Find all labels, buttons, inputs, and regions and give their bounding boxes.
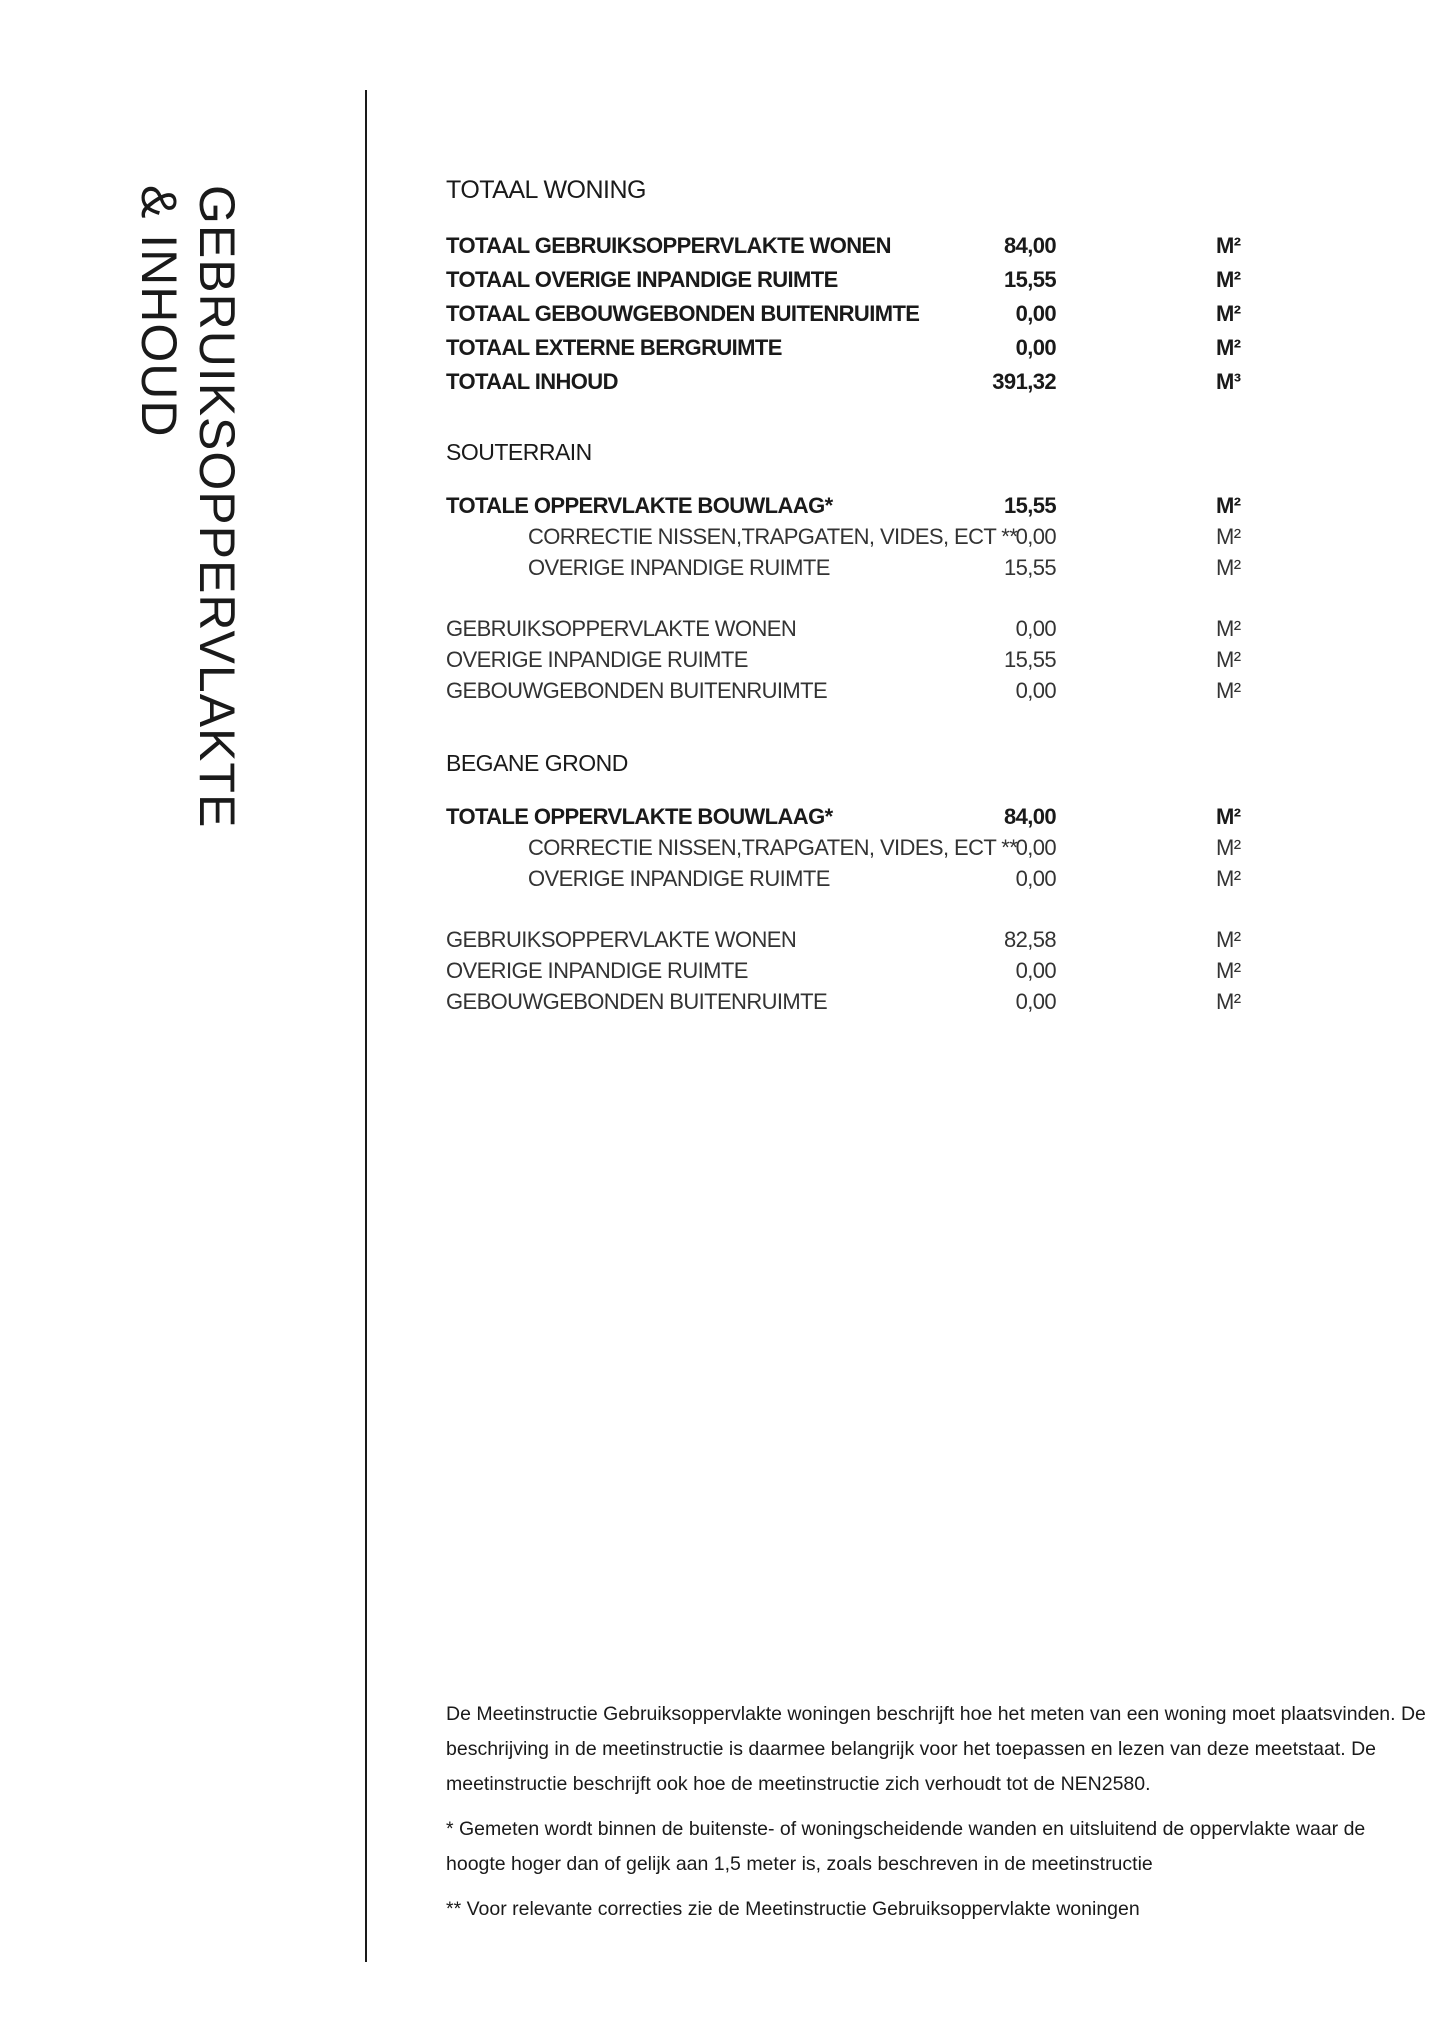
row-value: 0,00 <box>1015 989 1056 1014</box>
row-value: 391,32 <box>992 369 1056 394</box>
row-unit: M² <box>1216 555 1241 580</box>
row-value: 15,55 <box>1003 493 1056 518</box>
row-unit: M³ <box>1216 369 1241 394</box>
row-value: 84,00 <box>1003 233 1056 258</box>
table-row <box>446 521 1346 552</box>
section-title-totaal: TOTAAL WONING <box>446 176 646 204</box>
measurement-table <box>446 176 1346 1017</box>
row-label: GEBOUWGEBONDEN BUITENRUIMTE <box>446 678 828 703</box>
note-asterisk: * Gemeten wordt binnen de buitenste- of woningscheidende wanden en uitsluitend de oppervlakte waar de hoogte hoger dan of gelijk aan 1,5 meter is, zoals beschreven in de meetinstructie <box>446 1818 1366 1875</box>
row-unit: M² <box>1216 647 1241 672</box>
table-row <box>446 365 1346 399</box>
side-title-line-1: GEBRUIKSOPPERVLAKTE <box>189 185 245 829</box>
table-row <box>446 613 1346 644</box>
row-unit: M² <box>1216 493 1241 518</box>
row-label: OVERIGE INPANDIGE RUIMTE <box>528 866 830 891</box>
table-row <box>446 552 1346 583</box>
row-value: 0,00 <box>1015 524 1056 549</box>
vertical-divider <box>365 90 367 1962</box>
row-value: 0,00 <box>1015 958 1056 983</box>
table-row <box>446 863 1346 894</box>
row-label: TOTAAL OVERIGE INPANDIGE RUIMTE <box>446 267 838 292</box>
note-double-asterisk: ** Voor relevante correcties zie de Meetinstructie Gebruiksoppervlakte woningen <box>446 1898 1140 1920</box>
section-title-souterrain: SOUTERRAIN <box>446 439 592 465</box>
row-value: 82,58 <box>1003 927 1056 952</box>
row-label: OVERIGE INPANDIGE RUIMTE <box>446 647 748 672</box>
row-value: 0,00 <box>1015 301 1056 326</box>
table-row <box>446 986 1346 1017</box>
row-unit: M² <box>1216 958 1241 983</box>
table-row <box>446 263 1346 297</box>
row-label: TOTALE OPPERVLAKTE BOUWLAAG* <box>446 493 833 518</box>
row-unit: M² <box>1216 524 1241 549</box>
row-label: TOTALE OPPERVLAKTE BOUWLAAG* <box>446 804 833 829</box>
table-row-total <box>446 801 1346 832</box>
row-value: 84,00 <box>1003 804 1056 829</box>
row-label: TOTAAL GEBOUWGEBONDEN BUITENRUIMTE <box>446 301 920 326</box>
row-label: CORRECTIE NISSEN,TRAPGATEN, VIDES, ECT ** <box>528 524 1018 549</box>
row-unit: M² <box>1216 616 1241 641</box>
table-row <box>446 644 1346 675</box>
row-label: TOTAAL EXTERNE BERGRUIMTE <box>446 335 782 360</box>
row-value: 15,55 <box>1003 267 1056 292</box>
row-unit: M² <box>1216 678 1241 703</box>
row-unit: M² <box>1216 233 1241 258</box>
row-unit: M² <box>1216 866 1241 891</box>
table-row <box>446 675 1346 706</box>
note-intro: De Meetinstructie Gebruiksoppervlakte woningen beschrijft hoe het meten van een woning moet plaatsvinden. De beschrijving in de meetinstructie is daarmee belangrijk voor het toepassen en lezen van deze meetstaat. De meetinstructie beschrijft ook hoe de meetinstructie zich verhoudt tot de NEN2580. <box>446 1703 1426 1795</box>
row-value: 0,00 <box>1015 678 1056 703</box>
row-label: TOTAAL GEBRUIKSOPPERVLAKTE WONEN <box>446 233 891 258</box>
row-label: GEBOUWGEBONDEN BUITENRUIMTE <box>446 989 828 1014</box>
table-row <box>446 832 1346 863</box>
row-value: 0,00 <box>1015 866 1056 891</box>
row-unit: M² <box>1216 927 1241 952</box>
side-title <box>130 185 246 828</box>
table-row <box>446 955 1346 986</box>
row-value: 0,00 <box>1015 835 1056 860</box>
row-unit: M² <box>1216 989 1241 1014</box>
row-unit: M² <box>1216 835 1241 860</box>
section-title-begane-grond: BEGANE GROND <box>446 750 628 776</box>
table-row-total <box>446 490 1346 521</box>
footnotes <box>446 1697 1426 1937</box>
row-value: 0,00 <box>1015 616 1056 641</box>
table-row <box>446 331 1346 365</box>
row-label: TOTAAL INHOUD <box>446 369 618 394</box>
row-value: 15,55 <box>1003 555 1056 580</box>
row-unit: M² <box>1216 267 1241 292</box>
row-label: GEBRUIKSOPPERVLAKTE WONEN <box>446 927 797 952</box>
row-label: CORRECTIE NISSEN,TRAPGATEN, VIDES, ECT ** <box>528 835 1018 860</box>
side-title-line-2: & INHOUD <box>131 185 187 438</box>
row-unit: M² <box>1216 301 1241 326</box>
row-unit: M² <box>1216 804 1241 829</box>
row-label: OVERIGE INPANDIGE RUIMTE <box>528 555 830 580</box>
row-label: GEBRUIKSOPPERVLAKTE WONEN <box>446 616 797 641</box>
row-value: 0,00 <box>1015 335 1056 360</box>
table-row <box>446 297 1346 331</box>
table-row <box>446 924 1346 955</box>
row-value: 15,55 <box>1003 647 1056 672</box>
row-label: OVERIGE INPANDIGE RUIMTE <box>446 958 748 983</box>
table-row <box>446 229 1346 263</box>
row-unit: M² <box>1216 335 1241 360</box>
